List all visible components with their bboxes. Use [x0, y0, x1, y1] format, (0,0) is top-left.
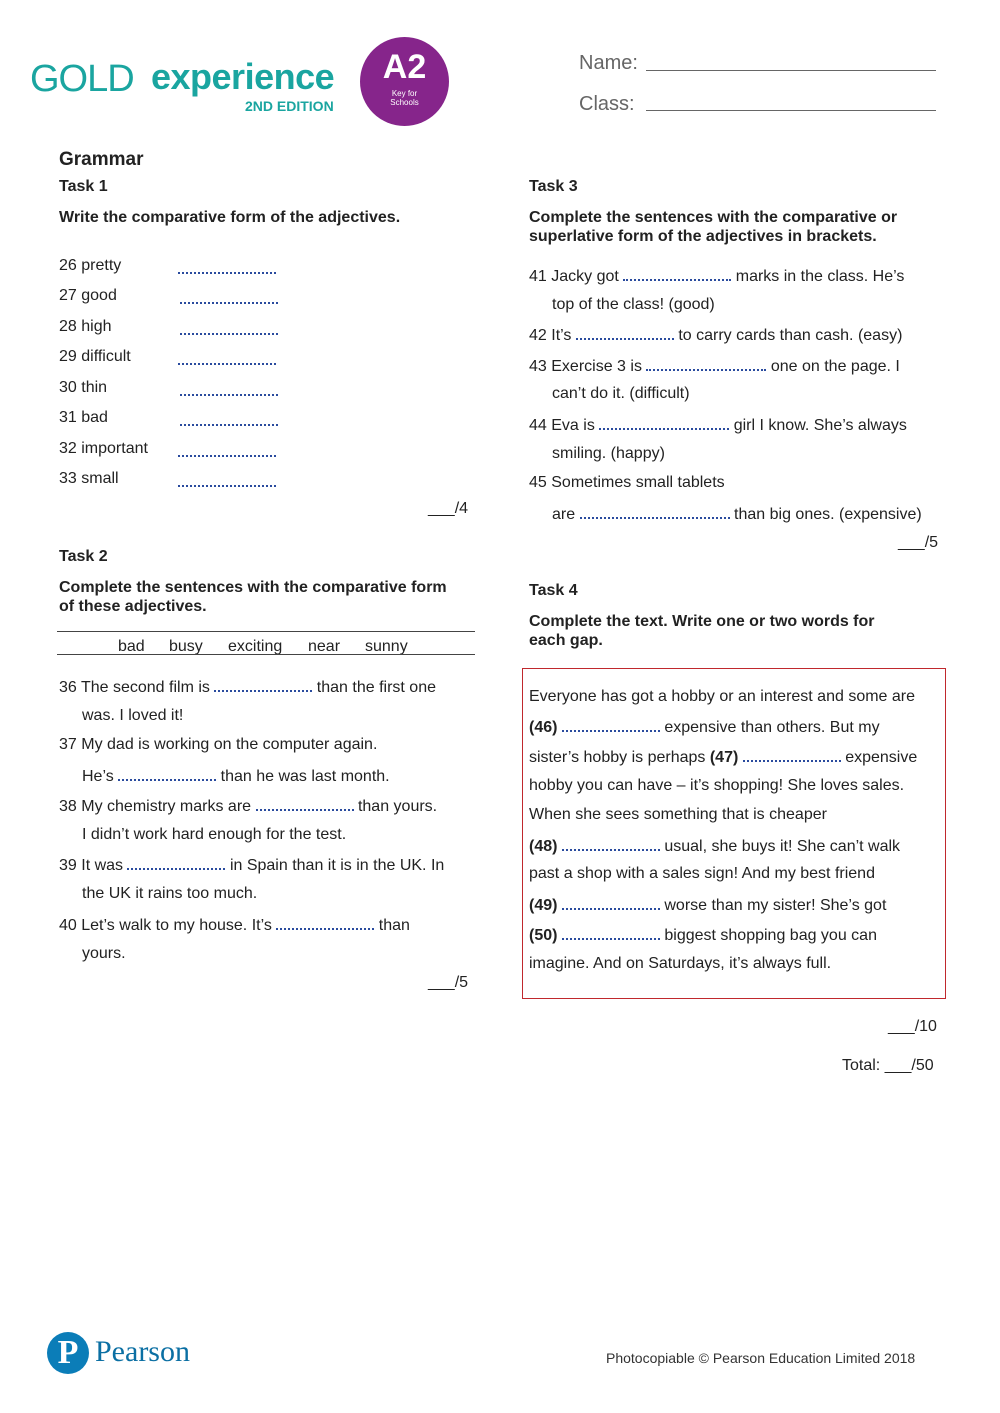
sentence-40 — [59, 914, 410, 936]
answer-gap-31[interactable] — [180, 424, 278, 426]
badge-line2: Schools — [390, 98, 419, 107]
sentence-text: 45 Sometimes small tablets — [529, 474, 725, 491]
passage-text: worse than my sister! She’s got — [664, 897, 887, 914]
sentence-39 — [59, 854, 444, 876]
sentence-text: the UK it rains too much. — [82, 885, 258, 902]
class-label: Class: — [579, 93, 635, 115]
answer-gap-28[interactable] — [180, 333, 278, 335]
task4-score: ___/10 — [888, 1018, 937, 1035]
gap-number-46: (46) — [529, 719, 558, 736]
task3-score: ___/5 — [898, 534, 939, 551]
sentence-text: yours. — [82, 945, 126, 962]
task1-item: 33 small — [59, 470, 119, 487]
task3-instruction-1: Complete the sentences with the comparative or — [529, 209, 898, 226]
sentence-text: 43 Exercise 3 is — [529, 358, 642, 375]
logo-experience: experience — [151, 56, 335, 97]
logo-gold: GOLD — [30, 58, 134, 100]
sentence-text: 40 Let’s walk to my house. It’s — [59, 917, 272, 934]
passage-text: hobby you can have – it’s shopping! She loves sales. — [529, 777, 905, 794]
gap-number-50: (50) — [529, 927, 558, 944]
gap-number-49: (49) — [529, 897, 558, 914]
sentence-text: to carry cards than cash. (easy) — [678, 327, 903, 344]
answer-gap-27[interactable] — [180, 302, 278, 304]
answer-gap-30[interactable] — [180, 394, 278, 396]
answer-gap-33[interactable] — [178, 485, 276, 487]
task1-item: 26 pretty — [59, 257, 122, 274]
sentence-text: smiling. (happy) — [552, 445, 665, 462]
task1-item: 28 high — [59, 318, 112, 335]
sentence-41 — [529, 265, 904, 287]
word-busy: busy — [169, 638, 203, 655]
sentence-text: 36 The second film is — [59, 679, 210, 696]
task1-item: 27 good — [59, 287, 117, 304]
task1-item: 29 difficult — [59, 348, 131, 365]
task2-instruction-1: Complete the sentences with the comparative form — [59, 579, 447, 596]
task1-title: Task 1 — [59, 178, 108, 195]
sentence-text: was. I loved it! — [82, 707, 184, 724]
sentence-text: He’s — [82, 768, 114, 785]
sentence-text: 37 My dad is working on the computer again. — [59, 736, 378, 753]
task2-title: Task 2 — [59, 548, 108, 565]
answer-gap-43[interactable] — [646, 355, 766, 371]
class-field[interactable] — [646, 110, 936, 111]
sentence-text: in Spain than it is in the UK. In — [229, 857, 445, 874]
passage-line-46 — [529, 716, 880, 738]
passage-line-48 — [529, 835, 900, 857]
copyright-notice: Photocopiable © Pearson Education Limited 2018 — [606, 1350, 916, 1366]
answer-gap-38[interactable] — [256, 795, 354, 811]
passage-line-47 — [529, 746, 917, 768]
pearson-logo-text: Pearson — [95, 1335, 190, 1368]
sentence-text: I didn’t work hard enough for the test. — [82, 826, 347, 843]
sentence-43 — [529, 355, 900, 377]
pearson-logo-icon: P — [47, 1332, 89, 1374]
name-label: Name: — [579, 52, 638, 74]
answer-gap-40[interactable] — [276, 914, 374, 930]
badge-level: A2 — [382, 48, 427, 86]
answer-gap-39[interactable] — [127, 854, 225, 870]
total-score: Total: ___/50 — [842, 1057, 934, 1074]
section-title: Grammar — [59, 149, 144, 170]
task1-item: 31 bad — [59, 409, 108, 426]
sentence-text: than he was last month. — [220, 768, 390, 785]
answer-gap-32[interactable] — [178, 455, 276, 457]
task1-instruction: Write the comparative form of the adjectives. — [59, 209, 401, 226]
sentence-text: 42 It’s — [529, 327, 572, 344]
task2-instruction-2: of these adjectives. — [59, 598, 207, 615]
sentence-text: are — [552, 506, 576, 523]
logo-edition: 2ND EDITION — [245, 98, 334, 114]
sentence-text: 41 Jacky got — [529, 268, 619, 285]
passage-text: past a shop with a sales sign! And my best friend — [529, 865, 875, 882]
sentence-38 — [59, 795, 437, 817]
answer-gap-42[interactable] — [576, 324, 674, 340]
sentence-37 — [82, 765, 390, 787]
sentence-text: 38 My chemistry marks are — [59, 798, 252, 815]
answer-gap-46[interactable] — [562, 716, 660, 732]
badge-line1: Key for — [391, 89, 418, 98]
sentence-text: one on the page. I — [770, 358, 900, 375]
sentence-text: than — [378, 917, 410, 934]
task1-item: 32 important — [59, 440, 148, 457]
sentence-text: 39 It was — [59, 857, 124, 874]
passage-text: imagine. And on Saturdays, it’s always full. — [529, 955, 832, 972]
sentence-42 — [529, 324, 902, 346]
answer-gap-36[interactable] — [214, 676, 312, 692]
answer-gap-44[interactable] — [599, 414, 729, 430]
word-bad: bad — [118, 638, 145, 655]
sentence-text: top of the class! (good) — [552, 296, 715, 313]
task4-title: Task 4 — [529, 582, 578, 599]
name-field[interactable] — [646, 70, 936, 71]
task3-title: Task 3 — [529, 178, 578, 195]
gap-number-47: (47) — [709, 749, 739, 766]
sentence-text: than yours. — [357, 798, 438, 815]
gap-number-48: (48) — [529, 838, 558, 855]
sentence-36 — [59, 676, 436, 698]
passage-text: When she sees something that is cheaper — [529, 806, 827, 823]
sentence-text: girl I know. She’s always — [733, 417, 907, 434]
sentence-text: than big ones. (expensive) — [734, 506, 922, 523]
answer-gap-26[interactable] — [178, 272, 276, 274]
passage-line-50 — [529, 924, 877, 946]
word-box-bottom-line — [57, 654, 475, 655]
answer-gap-37[interactable] — [118, 765, 216, 781]
answer-gap-29[interactable] — [178, 363, 276, 365]
answer-gap-45[interactable] — [580, 503, 730, 519]
sentence-44 — [529, 414, 907, 436]
sentence-text: 44 Eva is — [529, 417, 595, 434]
answer-gap-48[interactable] — [562, 835, 660, 851]
passage-text: expensive than others. But my — [664, 719, 880, 736]
sentence-text: can’t do it. (difficult) — [552, 385, 690, 402]
sentence-text: than the first one — [316, 679, 436, 696]
answer-gap-47[interactable] — [743, 746, 841, 762]
passage-line-49 — [529, 894, 886, 916]
task1-score: ___/4 — [428, 500, 469, 517]
task4-instruction-1: Complete the text. Write one or two words for — [529, 613, 875, 630]
passage-text: usual, she buys it! She can’t walk — [664, 838, 901, 855]
task2-score: ___/5 — [428, 974, 469, 991]
sentence-45 — [552, 503, 922, 525]
passage-text: Everyone has got a hobby or an interest and some are — [529, 688, 916, 705]
answer-gap-41[interactable] — [623, 265, 731, 281]
task4-instruction-2: each gap. — [529, 632, 603, 649]
word-box-top-line — [57, 631, 475, 632]
word-exciting: exciting — [228, 638, 283, 655]
word-sunny: sunny — [365, 638, 408, 655]
word-near: near — [308, 638, 341, 655]
sentence-text: marks in the class. He’s — [735, 268, 905, 285]
passage-text: biggest shopping bag you can — [664, 927, 877, 944]
task1-item: 30 thin — [59, 379, 108, 396]
answer-gap-50[interactable] — [562, 924, 660, 940]
answer-gap-49[interactable] — [562, 894, 660, 910]
task3-instruction-2: superlative form of the adjectives in brackets. — [529, 228, 877, 245]
passage-text: sister’s hobby is perhaps — [529, 749, 706, 766]
passage-text: expensive — [845, 749, 918, 766]
level-badge — [360, 37, 449, 126]
